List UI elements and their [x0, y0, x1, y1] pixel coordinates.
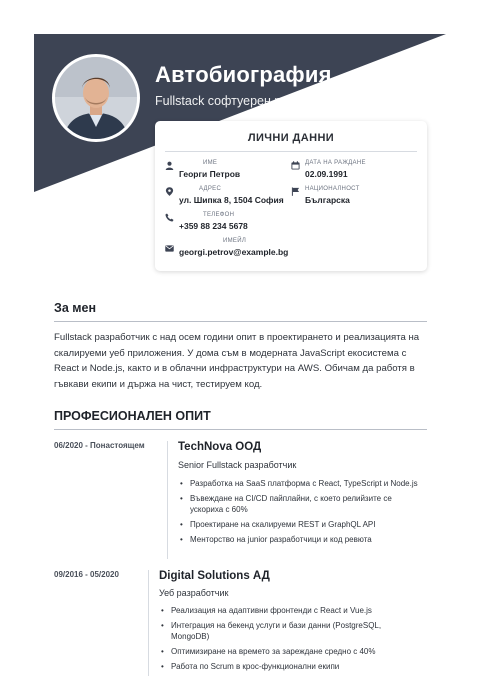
- field-value: Българска: [305, 195, 350, 205]
- job-timeline-line: [167, 441, 168, 559]
- list-item: • Реализация на адаптивни фронтенди с React и Vue.js: [159, 605, 419, 616]
- job-dates: 09/2016 - 05/2020: [54, 570, 119, 579]
- about-divider: [54, 321, 427, 322]
- field-nationality: [291, 186, 419, 208]
- field-label: ИМЕЙЛ: [223, 238, 247, 244]
- list-item: • Интеграция на бекенд услуги и бази данни (PostgreSQL, MongoDB): [159, 620, 419, 642]
- job-role: Senior Fullstack разработчик: [178, 460, 297, 470]
- profile-photo: [55, 57, 137, 139]
- list-item: • Оптимизиране на времето за зареждане средно с 40%: [159, 646, 419, 657]
- field-value: ул. Шипка 8, 1504 София: [179, 195, 284, 205]
- field-label: ТЕЛЕФОН: [203, 212, 235, 218]
- email-icon: [165, 244, 174, 253]
- calendar-icon: [291, 161, 300, 170]
- field-label: ИМЕ: [203, 160, 218, 166]
- field-birth-date: [291, 160, 419, 182]
- job-role: Уеб разработчик: [159, 588, 229, 598]
- job-company: TechNova ООД: [178, 441, 262, 453]
- about-text: Fullstack разработчик с над осем години опит в проектирането и реализацията на скалируеми уеб приложения. У дома съм в модерната JavaScript екосистема с React и Node.js, както и в облачни инфраструктури на AWS. Обичам да работя в гъвкави екипи и държа на чист, тестируем код.: [54, 332, 420, 390]
- experience-heading: ПРОФЕСИОНАЛЕН ОПИТ: [54, 409, 211, 423]
- job-company: Digital Solutions АД: [159, 570, 270, 582]
- field-name: [165, 160, 290, 182]
- flag-icon: [291, 187, 300, 196]
- field-address: [165, 186, 290, 208]
- field-value: 02.09.1991: [305, 169, 348, 179]
- avatar: [52, 54, 140, 142]
- list-item: • Въвеждане на CI/CD пайплайни, с което релийзите се ускориха с 60%: [178, 493, 418, 515]
- personal-data-heading: ЛИЧНИ ДАННИ: [247, 132, 335, 144]
- job-bullets: [178, 478, 418, 549]
- user-icon: [165, 161, 174, 170]
- field-email: [165, 238, 415, 260]
- job-dates: 06/2020 - Понастоящем: [54, 441, 145, 450]
- location-pin-icon: [165, 187, 174, 196]
- page-subtitle: Fullstack софтуерен разработчик: [155, 94, 347, 108]
- field-value: georgi.petrov@example.bg: [179, 247, 289, 257]
- field-label: АДРЕС: [199, 186, 222, 192]
- job-bullets: [159, 605, 419, 676]
- list-item: • Менторство на junior разработчици и код ревюта: [178, 534, 418, 545]
- about-heading: За мен: [54, 301, 97, 315]
- field-value: Георги Петров: [179, 169, 241, 179]
- field-phone: [165, 212, 290, 234]
- field-label: ДАТА НА РАЖДАНЕ: [305, 160, 366, 166]
- list-item: • Работа по Scrum в крос-функционални екипи: [159, 661, 419, 672]
- phone-icon: [165, 213, 174, 222]
- card-divider: [165, 151, 417, 152]
- experience-divider: [54, 429, 427, 430]
- job-timeline-line: [148, 570, 149, 676]
- field-value: +359 88 234 5678: [179, 221, 248, 231]
- list-item: • Проектиране на скалируеми REST и GraphQL API: [178, 519, 418, 530]
- field-label: НАЦИОНАЛНОСТ: [305, 186, 360, 192]
- list-item: • Разработка на SaaS платформа с React, TypeScript и Node.js: [178, 478, 418, 489]
- personal-data-card: [155, 121, 427, 271]
- page-title: Автобиография: [155, 62, 332, 87]
